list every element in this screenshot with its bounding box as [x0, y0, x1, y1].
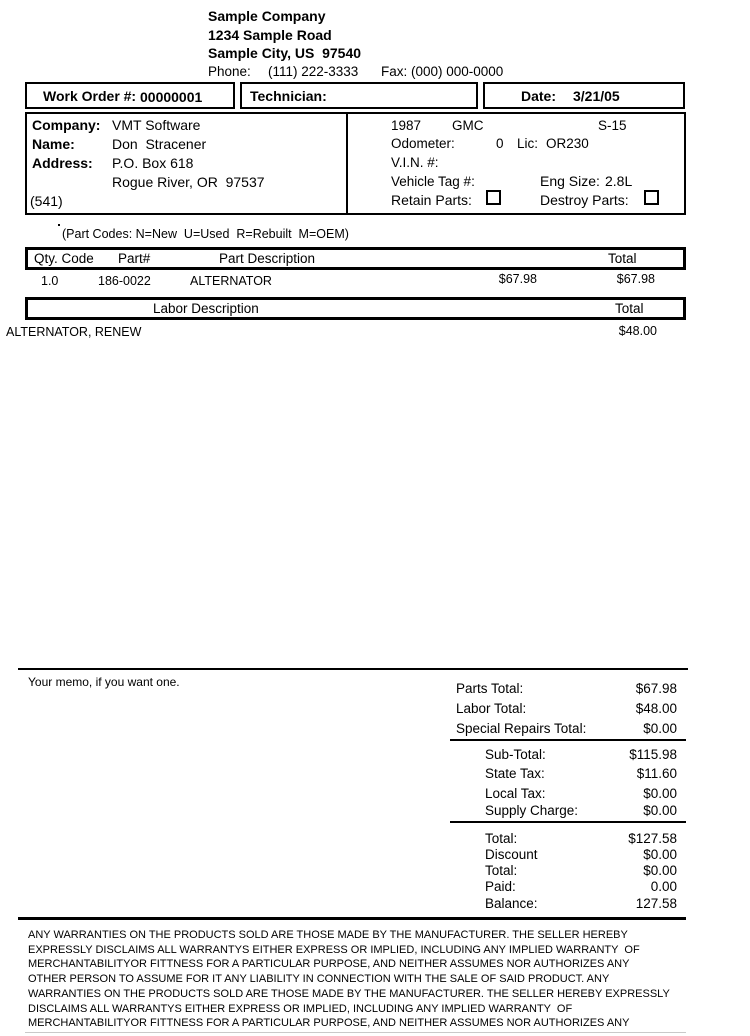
totals-value: $115.98: [629, 747, 677, 762]
totals-label: State Tax:: [485, 766, 545, 781]
totals-value: $0.00: [643, 786, 677, 801]
totals-value: $0.00: [643, 847, 677, 862]
technician-label: Technician:: [250, 88, 327, 104]
warranty-disclaimer: [28, 928, 728, 1031]
customer-company-value: VMT Software: [112, 117, 201, 133]
totals-row-total: [485, 831, 677, 846]
date-value: 3/21/05: [573, 88, 620, 104]
totals-value: 0.00: [650, 879, 677, 894]
disclaimer-line: MERCHANTABILITYOR FITTNESS FOR A PARTICULAR PURPOSE, AND NEITHER ASSUMES NOR AUTHORIZES ANY: [28, 1017, 630, 1030]
totals-row-state-tax: [485, 766, 677, 781]
destroy-parts-label: Destroy Parts:: [540, 192, 629, 208]
part-codes-note: (Part Codes: N=New U=Used R=Rebuilt M=OEM): [62, 227, 349, 241]
totals-label: Paid:: [485, 879, 516, 894]
totals-row-discount: [485, 847, 677, 862]
customer-address-line1: P.O. Box 618: [112, 155, 194, 171]
part-qty: 1.0: [41, 274, 59, 288]
customer-address-line2: Rogue River, OR 97537: [112, 174, 265, 190]
totals-row-balance: [485, 896, 677, 911]
odometer-value: 0: [496, 136, 504, 151]
totals-value: $127.58: [628, 831, 677, 846]
totals-row-supply-charge: [485, 803, 677, 818]
totals-value: $48.00: [635, 701, 677, 716]
retain-parts-checkbox[interactable]: [486, 190, 501, 205]
shop-address-line1: 1234 Sample Road: [208, 27, 332, 43]
disclaimer-line: ANY WARRANTIES ON THE PRODUCTS SOLD ARE THOSE MADE BY THE MANUFACTURER. THE SELLER HEREBY: [28, 929, 628, 941]
retain-parts-label: Retain Parts:: [391, 192, 472, 208]
vin-label: V.I.N. #:: [391, 155, 439, 170]
totals-label: Local Tax:: [485, 786, 546, 801]
vehicle-tag-label: Vehicle Tag #:: [391, 174, 475, 189]
memo-text: Your memo, if you want one.: [28, 675, 180, 689]
customer-name-label: Name:: [32, 136, 75, 152]
totals-value: $0.00: [643, 803, 677, 818]
vehicle-year: 1987: [391, 118, 422, 133]
totals-row-local-tax: [485, 786, 677, 801]
totals-value: $0.00: [643, 863, 677, 878]
date-label: Date:: [521, 88, 557, 104]
info-box-divider: [346, 112, 348, 215]
totals-label: Sub-Total:: [485, 747, 546, 762]
totals-label: Total:: [485, 831, 518, 846]
disclaimer-line: WARRANTIES ON THE PRODUCTS SOLD ARE THOSE MADE BY THE MANUFACTURER. THE SELLER HEREBY EXPRESSLY: [28, 987, 670, 1000]
labor-total: $48.00: [618, 324, 657, 338]
totals-divider-line-2: [450, 821, 686, 823]
totals-label: Supply Charge:: [485, 803, 579, 818]
totals-row-paid: [485, 879, 677, 894]
totals-row-labor-total: [456, 701, 677, 716]
memo-divider-line: [18, 668, 688, 670]
odometer-label: Odometer:: [391, 136, 455, 151]
destroy-parts-checkbox[interactable]: [644, 190, 659, 205]
totals-value: $67.98: [635, 681, 677, 696]
phone-label: Phone:: [208, 64, 251, 79]
totals-bottom-thick-line: [18, 917, 686, 920]
license-value: OR230: [546, 136, 589, 151]
totals-label: Parts Total:: [456, 681, 524, 696]
labor-description: ALTERNATOR, RENEW: [6, 325, 142, 339]
disclaimer-line: DISCLAIMS ALL WARRANTYS EITHER EXPRESS OR IMPLIED, INCLUDING ANY IMPLIED WARRANTY OF: [28, 1002, 573, 1015]
fax-value: (000) 000-0000: [411, 64, 504, 79]
phone-value: (111) 222-3333: [268, 64, 359, 79]
part-description: ALTERNATOR: [190, 274, 272, 288]
labor-header-description: Labor Description: [153, 301, 259, 316]
disclaimer-line: OTHER PERSON TO ASSUME FOR IT ANY LIABILITY IN CONNECTION WITH THE SALE OF SAID PRODUCT. ANY: [28, 973, 610, 986]
totals-row-total-after-discount: [485, 863, 677, 878]
vehicle-make: GMC: [452, 118, 484, 133]
disclaimer-line: EXPRESSLY DISCLAIMS ALL WARRANTYS EITHER EXPRESS OR IMPLIED, INCLUDING ANY IMPLIED WARRANTY OF: [28, 943, 640, 956]
fax-label: Fax:: [381, 64, 408, 79]
totals-label: Balance:: [485, 896, 538, 911]
totals-label: Total:: [485, 863, 518, 878]
shop-address-line2: Sample City, US 97540: [208, 45, 362, 61]
customer-name-value: Don Stracener: [112, 136, 207, 152]
totals-label: Special Repairs Total:: [456, 721, 587, 736]
totals-label: Discount: [485, 847, 538, 862]
stray-dot-mark: [58, 224, 60, 226]
parts-header-part-number: Part#: [118, 251, 151, 266]
license-label: Lic:: [517, 136, 539, 151]
page-bottom-edge-line: [25, 1032, 686, 1033]
engine-size-label: Eng Size:: [540, 173, 600, 189]
totals-value: $0.00: [643, 721, 677, 736]
part-total: $67.98: [616, 272, 655, 286]
parts-header-description: Part Description: [219, 251, 316, 266]
engine-size-value: 2.8L: [605, 173, 633, 189]
customer-phone-prefix: (541): [30, 193, 63, 209]
work-order-label: Work Order #:: [43, 88, 137, 104]
labor-header-total: Total: [615, 301, 644, 316]
labor-table-header-box: [25, 297, 686, 320]
totals-row-special-repairs-total: [456, 721, 677, 736]
totals-row-parts-total: [456, 681, 677, 696]
part-price: $67.98: [498, 272, 537, 286]
totals-row-sub-total: [485, 747, 677, 762]
parts-header-total: Total: [608, 251, 637, 266]
part-number: 186-0022: [98, 274, 151, 288]
totals-divider-line-1: [450, 739, 686, 741]
disclaimer-line: MERCHANTABILITYOR FITTNESS FOR A PARTICULAR PURPOSE, AND NEITHER ASSUMES NOR AUTHORIZES ANY: [28, 958, 630, 971]
totals-value: 127.58: [635, 896, 677, 911]
vehicle-model: S-15: [598, 118, 627, 133]
shop-name: Sample Company: [208, 8, 326, 24]
customer-company-label: Company:: [32, 117, 101, 133]
totals-value: $11.60: [636, 766, 677, 781]
parts-header-qty-code: Qty. Code: [34, 251, 94, 266]
customer-address-label: Address:: [32, 155, 93, 171]
totals-label: Labor Total:: [456, 701, 527, 716]
work-order-number: 00000001: [140, 89, 203, 105]
